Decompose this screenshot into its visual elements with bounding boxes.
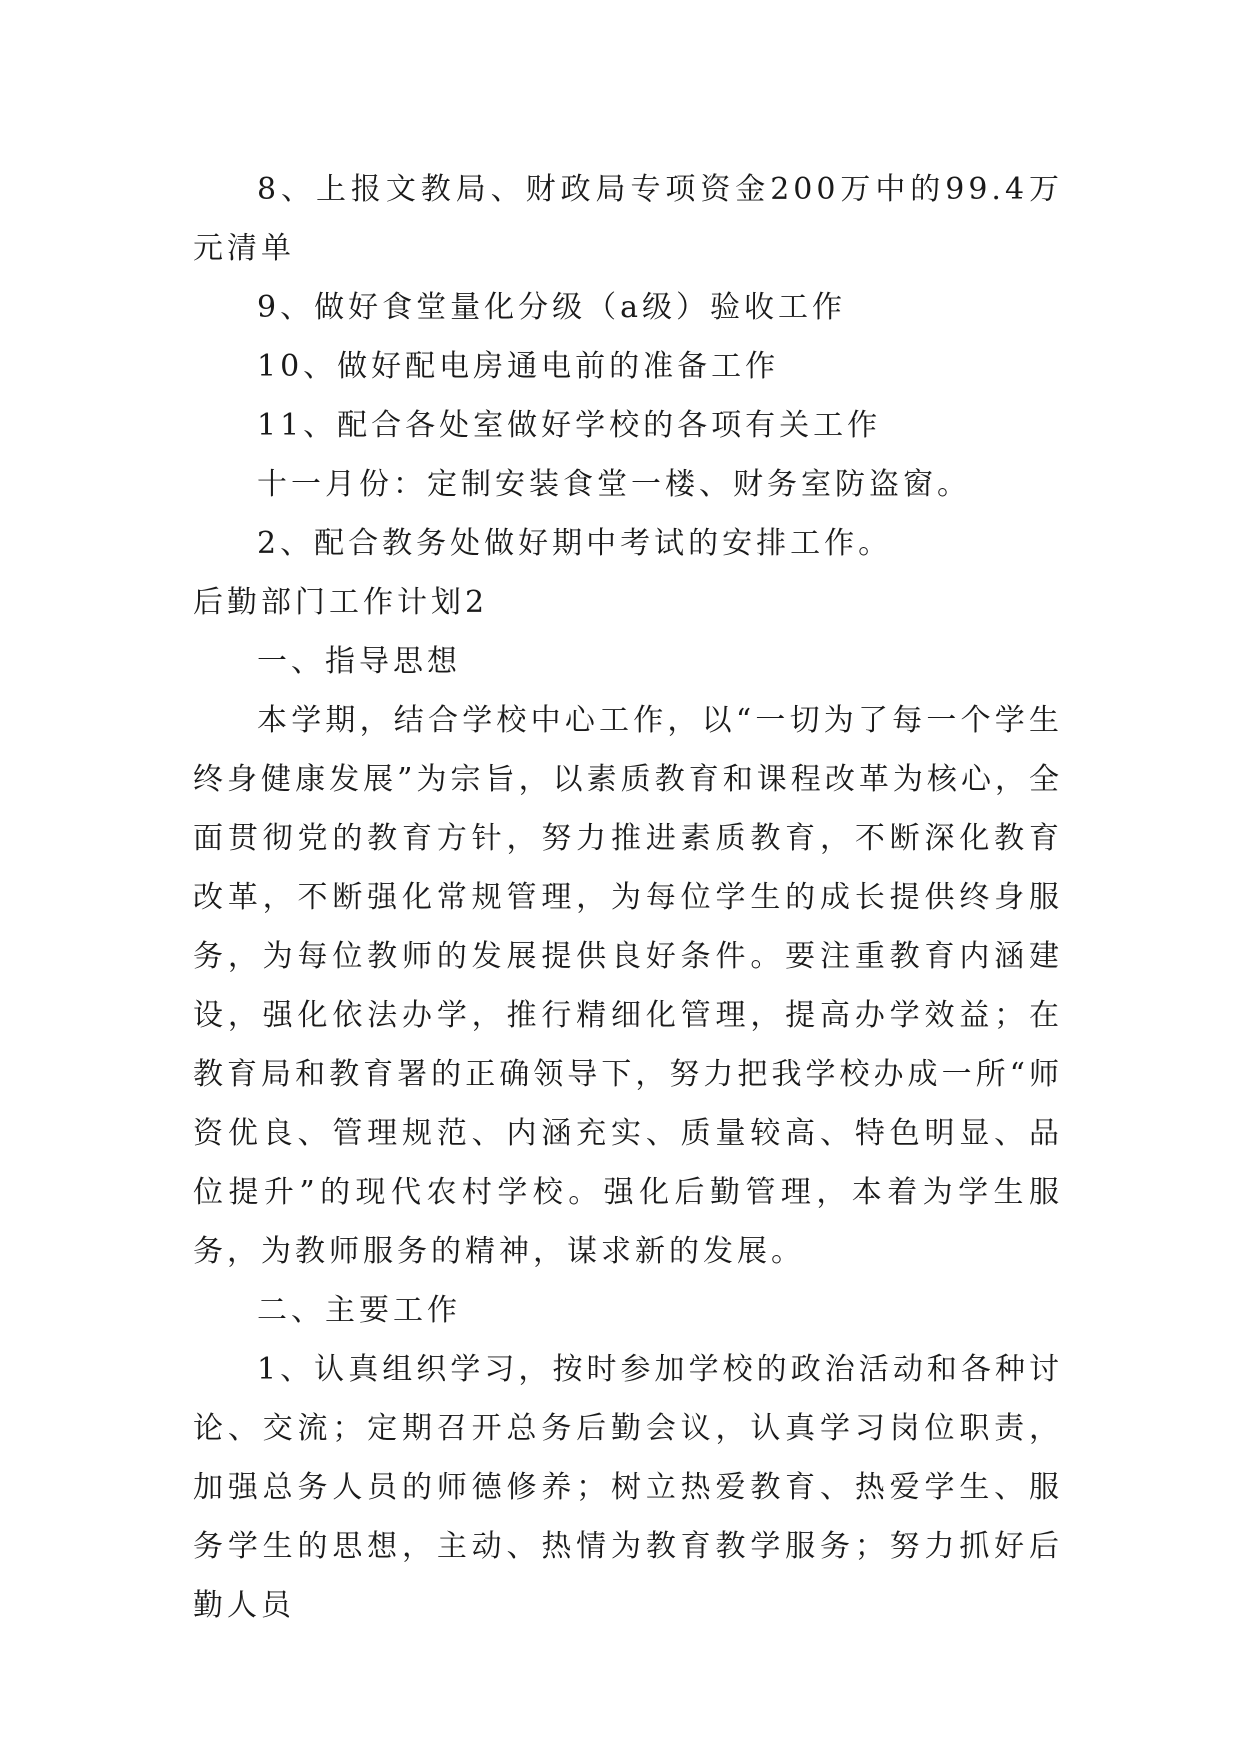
- paragraph-item-11: 11、配合各处室做好学校的各项有关工作: [257, 408, 882, 443]
- paragraph-item-2: 2、配合教务处做好期中考试的安排工作。: [257, 526, 893, 561]
- paragraph-main-work-1: 1、认真组织学习，按时参加学校的政治活动和各种讨论、交流；定期召开总务后勤会议，认真学习岗位职责，加强总务人员的师德修养；树立热爱教育、热爱学生、服务学生的思想，主动、热情为教育教学服务；努力抓好后勤人员: [193, 1352, 1063, 1623]
- heading-guiding-thought: 一、指导思想: [257, 644, 461, 679]
- paragraph-guiding-thought: 本学期，结合学校中心工作，以“一切为了每一个学生终身健康发展”为宗旨，以素质教育和课程改革为核心，全面贯彻党的教育方针，努力推进素质教育，不断深化教育改革，不断强化常规管理，为每位学生的成长提供终身服务，为每位教师的发展提供良好条件。要注重教育内涵建设，强化依法办学，推行精细化管理，提高办学效益；在教育局和教育署的正确领导下，努力把我学校办成一所“师资优良、管理规范、内涵充实、质量较高、特色明显、品位提升”的现代农村学校。强化后勤管理，本着为学生服务，为教师服务的精神，谋求新的发展。: [193, 703, 1063, 1269]
- paragraph-item-10: 10、做好配电房通电前的准备工作: [257, 349, 780, 384]
- section-title: 后勤部门工作计划2: [193, 585, 489, 620]
- paragraph-item-8: 8、上报文教局、财政局专项资金200万中的99.4万元清单: [193, 172, 1063, 266]
- heading-main-work: 二、主要工作: [257, 1293, 461, 1328]
- paragraph-november: 十一月份：定制安装食堂一楼、财务室防盗窗。: [257, 467, 971, 502]
- document-body: [193, 160, 1063, 1635]
- paragraph-item-9: 9、做好食堂量化分级（a级）验收工作: [257, 290, 846, 325]
